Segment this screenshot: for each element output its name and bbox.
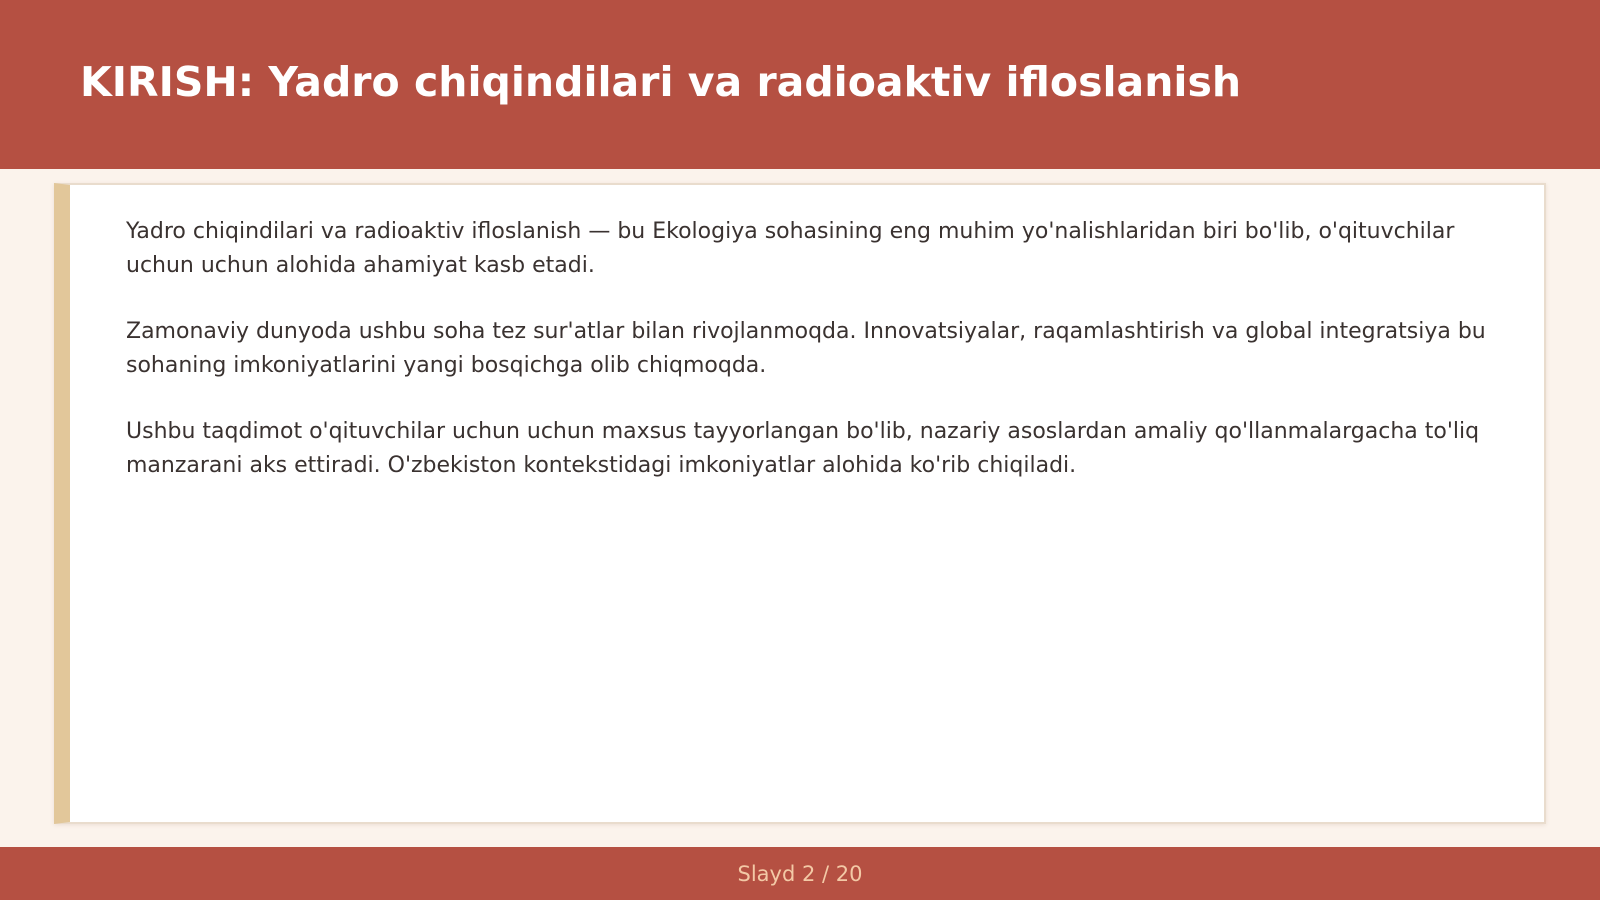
paragraph-2: Zamonaviy dunyoda ushbu soha tez sur'atlar bilan rivojlanmoqda. Innovatsiyalar, raqamlashtirish va global integratsiya bu sohaning imkoniyatlarini yangi bosqichga olib chiqmoqda. [126,319,1486,378]
slide-title: KIRISH: Yadro chiqindilari va radioaktiv ifloslanish [80,58,1242,106]
content-body [126,215,1506,515]
slide-counter: Slayd 2 / 20 [737,861,863,886]
content-card [54,183,1546,824]
slide-footer [0,847,1600,900]
paragraph-3: Ushbu taqdimot o'qituvchilar uchun uchun maxsus tayyorlangan bo'lib, nazariy asoslardan amaliy qo'llanmalargacha to'liq manzarani aks ettiradi. O'zbekiston kontekstidagi imkoniyatlar alohida ko'rib chiqiladi. [126,419,1480,478]
slide-header [0,0,1600,169]
paragraph-1: Yadro chiqindilari va radioaktiv ifloslanish — bu Ekologiya sohasining eng muhim yo'nalishlaridan biri bo'lib, o'qituvchilar uchun uchun alohida ahamiyat kasb etadi. [126,219,1455,278]
